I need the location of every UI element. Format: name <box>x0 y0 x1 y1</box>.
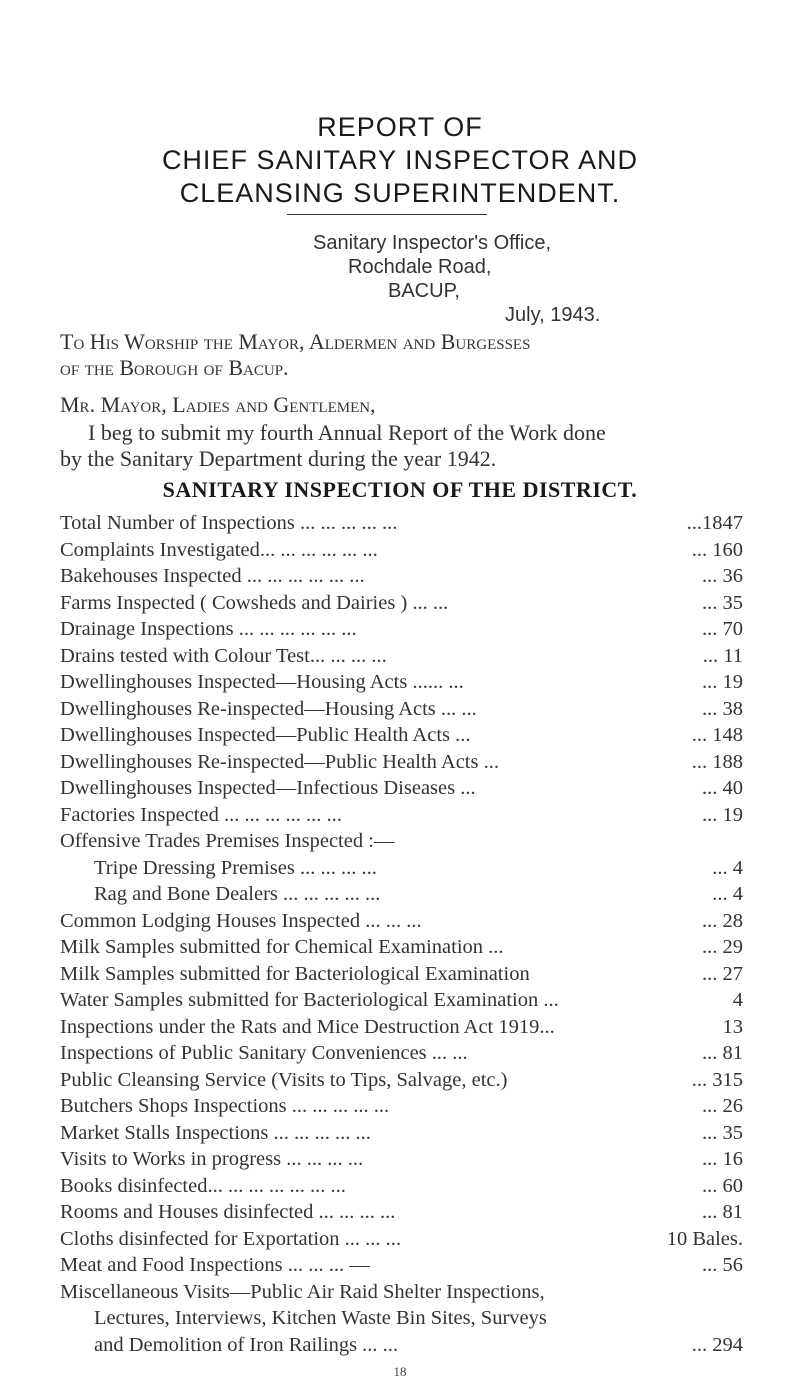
row-value: ... 60 <box>702 1174 743 1197</box>
row-value: ... 4 <box>712 883 743 905</box>
table-row <box>60 881 743 907</box>
row-label: Offensive Trades Premises Inspected :— <box>60 830 395 852</box>
row-label: Drainage Inspections ... ... ... ... ... ... <box>60 618 357 640</box>
table-row <box>60 828 743 854</box>
row-label: Factories Inspected ... ... ... ... ... ... <box>60 803 342 826</box>
row-value: ... 19 <box>702 803 743 826</box>
table-row <box>60 510 743 536</box>
table-row <box>60 590 743 616</box>
address-line2: Rochdale Road, <box>348 256 492 278</box>
row-value: ... 35 <box>702 1121 743 1144</box>
table-row <box>60 934 743 960</box>
row-label: Milk Samples submitted for Chemical Examination ... <box>60 936 504 958</box>
row-label: Total Number of Inspections ... ... ... ... ... <box>60 512 398 534</box>
row-label: Cloths disinfected for Exportation ... ... ... <box>60 1227 402 1250</box>
row-label: Visits to Works in progress ... ... ... ... <box>60 1148 364 1170</box>
row-value: ... 29 <box>702 936 743 958</box>
row-value: ... 56 <box>702 1254 743 1276</box>
row-value: ... 188 <box>691 750 743 773</box>
table-row <box>60 643 743 669</box>
row-label: Milk Samples submitted for Bacteriological Examination <box>60 962 530 985</box>
intro-line2: by the Sanitary Department during the year 1942. <box>60 446 497 471</box>
table-row <box>60 696 743 722</box>
table-row <box>60 1199 743 1225</box>
report-date: July, 1943. <box>505 304 601 326</box>
table-row <box>60 775 743 801</box>
table-row <box>60 1146 743 1172</box>
row-value: ... 36 <box>702 565 743 587</box>
addressee-line2: of the Borough of Bacup. <box>60 355 289 380</box>
table-row <box>60 563 743 589</box>
table-row <box>60 961 743 987</box>
page-number: 18 <box>393 1364 407 1379</box>
table-row <box>60 1279 743 1305</box>
row-value: ... 4 <box>712 856 743 879</box>
row-value: ... 11 <box>702 644 743 667</box>
row-value: ... 40 <box>702 777 743 799</box>
report-title-line2: CHIEF SANITARY INSPECTOR AND <box>161 145 639 175</box>
table-row <box>60 908 743 934</box>
row-value: ... 81 <box>702 1042 743 1064</box>
table-row <box>60 537 743 563</box>
row-value: 13 <box>722 1015 743 1038</box>
row-label: Complaints Investigated... ... ... ... ... ... <box>60 538 378 561</box>
row-value: ... 35 <box>702 591 743 614</box>
row-label: Lectures, Interviews, Kitchen Waste Bin Sites, Surveys <box>94 1307 547 1329</box>
table-row <box>60 987 743 1013</box>
row-value: ...1847 <box>686 512 743 534</box>
table-row <box>60 1120 743 1146</box>
table-row <box>60 802 743 828</box>
table-row <box>60 722 743 748</box>
row-value: ... 26 <box>702 1095 743 1117</box>
row-label: Butchers Shops Inspections ... ... ... ... ... <box>60 1095 390 1117</box>
row-label: Water Samples submitted for Bacteriological Examination ... <box>60 989 559 1011</box>
row-label: Dwellinghouses Re-inspected—Public Health Acts ... <box>60 750 499 773</box>
row-label: Common Lodging Houses Inspected ... ... ... <box>60 909 422 932</box>
row-label: Inspections of Public Sanitary Conveniences ... ... <box>60 1042 468 1064</box>
row-label: Meat and Food Inspections ... ... ... — <box>60 1254 370 1276</box>
greeting: Mr. Mayor, Ladies and Gentlemen, <box>60 392 376 417</box>
row-value: ... 70 <box>702 618 743 640</box>
report-title-line1: REPORT OF <box>317 112 483 142</box>
table-row <box>60 1067 743 1093</box>
row-label: Books disinfected... ... ... ... ... ... ... <box>60 1174 346 1197</box>
address-line1: Sanitary Inspector's Office, <box>313 232 551 254</box>
row-label: and Demolition of Iron Railings ... ... <box>94 1333 399 1356</box>
row-value: ... 160 <box>691 538 743 561</box>
table-row <box>60 1173 743 1199</box>
address-line3: BACUP, <box>388 280 460 302</box>
row-value: ... 315 <box>691 1068 743 1091</box>
row-label: Tripe Dressing Premises ... ... ... ... <box>94 856 377 879</box>
row-value: ... 16 <box>702 1148 743 1170</box>
table-row <box>60 1226 743 1252</box>
row-value: ... 19 <box>702 671 743 693</box>
row-label: Inspections under the Rats and Mice Destruction Act 1919... <box>60 1015 555 1038</box>
divider-rule <box>287 214 487 215</box>
row-label: Drains tested with Colour Test... ... ... ... <box>60 644 387 667</box>
row-value: ... 294 <box>691 1333 743 1356</box>
table-row <box>60 1093 743 1119</box>
row-value: ... 81 <box>702 1201 743 1223</box>
row-label: Dwellinghouses Inspected—Public Health Acts ... <box>60 724 471 746</box>
table-row <box>60 855 743 881</box>
row-value: ... 27 <box>702 962 743 985</box>
row-label: Public Cleansing Service (Visits to Tips, Salvage, etc.) <box>60 1068 508 1091</box>
row-label: Rooms and Houses disinfected ... ... ... ... <box>60 1201 396 1223</box>
row-label: Dwellinghouses Inspected—Infectious Diseases ... <box>60 777 476 799</box>
table-row <box>60 1332 743 1358</box>
row-label: Bakehouses Inspected ... ... ... ... ... ... <box>60 565 365 587</box>
table-row <box>60 1252 743 1278</box>
table-row <box>60 669 743 695</box>
intro-line1: I beg to submit my fourth Annual Report of the Work done <box>88 420 606 445</box>
row-label: Dwellinghouses Inspected—Housing Acts ...... ... <box>60 671 464 693</box>
table-row <box>60 749 743 775</box>
addressee-line1: To His Worship the Mayor, Aldermen and Burgesses <box>60 329 531 354</box>
row-value: ... 148 <box>691 724 743 746</box>
table-row <box>60 616 743 642</box>
row-value: ... 38 <box>702 697 743 720</box>
table-row <box>60 1014 743 1040</box>
row-label: Miscellaneous Visits—Public Air Raid Shelter Inspections, <box>60 1280 545 1303</box>
table-row <box>60 1305 743 1331</box>
section-title: SANITARY INSPECTION OF THE DISTRICT. <box>162 477 638 502</box>
row-label: Market Stalls Inspections ... ... ... ... ... <box>60 1121 371 1144</box>
table-row <box>60 1040 743 1066</box>
report-title-line3: CLEANSING SUPERINTENDENT. <box>179 178 621 208</box>
row-value: 10 Bales. <box>666 1227 743 1250</box>
row-label: Dwellinghouses Re-inspected—Housing Acts ... ... <box>60 697 477 720</box>
row-label: Farms Inspected ( Cowsheds and Dairies ) ... ... <box>60 591 449 614</box>
row-label: Rag and Bone Dealers ... ... ... ... ... <box>94 883 381 905</box>
row-value: ... 28 <box>702 909 743 932</box>
row-value: 4 <box>732 989 743 1011</box>
